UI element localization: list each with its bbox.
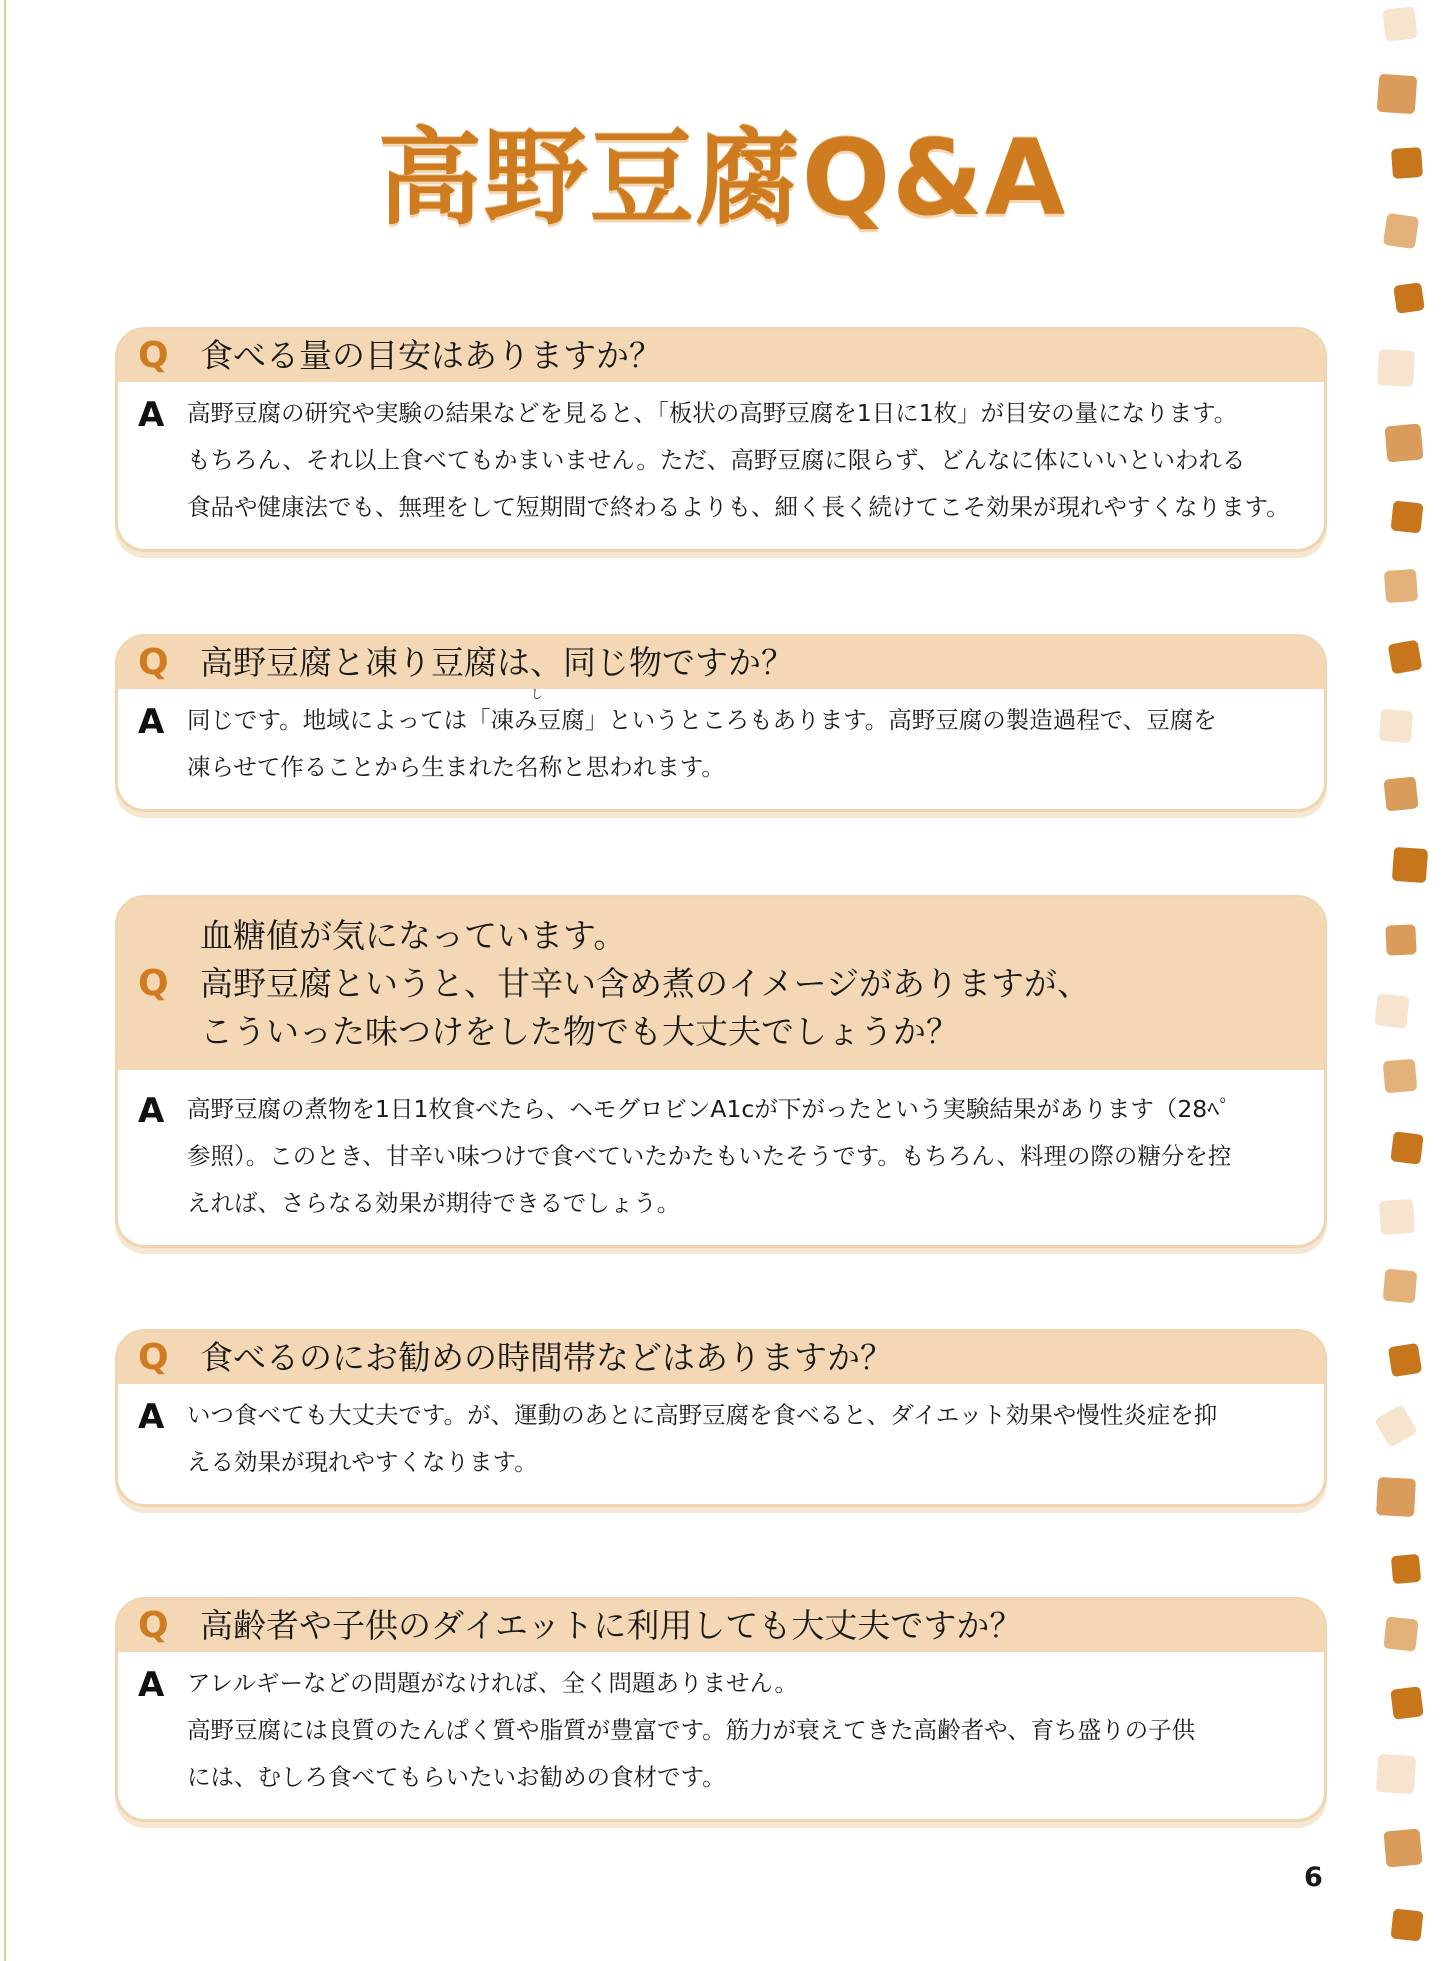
- q-mark-icon: Q: [138, 642, 169, 683]
- decorative-square-icon: [1383, 213, 1419, 249]
- decorative-square-icon: [1388, 1343, 1422, 1377]
- left-margin-rule: [4, 0, 6, 1961]
- question-bar: [118, 898, 1324, 1070]
- decorative-square-icon: [1385, 924, 1417, 956]
- decorative-square-icon: [1384, 423, 1423, 462]
- qa-item-2: [115, 634, 1327, 812]
- decorative-square-icon: [1383, 1828, 1422, 1867]
- answer-line: もちろん、それ以上食べてもかまいません。ただ、高野豆腐に限らず、どんなに体にいいといわれる: [187, 446, 1246, 474]
- decorative-square-icon: [1382, 6, 1417, 41]
- decorative-square-icon: [1391, 501, 1424, 534]
- answer-line: 凍らせて作ることから生まれた名称と思われます。: [187, 753, 725, 781]
- qa-item-1: [115, 327, 1327, 552]
- q-mark-icon: Q: [138, 1337, 169, 1378]
- a-mark-icon: A: [138, 1397, 165, 1437]
- a-mark-icon: A: [138, 395, 165, 435]
- question-text: 高齢者や子供のダイエットに利用しても大丈夫ですか？: [200, 1606, 1023, 1645]
- question-bar: [118, 637, 1324, 689]
- answer-body: [118, 382, 1324, 549]
- answer-body: [118, 689, 1324, 809]
- decorative-square-icon: [1392, 847, 1428, 883]
- answer-body: [118, 1652, 1324, 1819]
- question-text: 血糖値が気になっています。: [200, 916, 627, 955]
- decorative-square-icon: [1374, 993, 1409, 1028]
- qa-item-4: [115, 1329, 1327, 1507]
- decorative-square-icon: [1374, 1404, 1418, 1448]
- question-text: 高野豆腐と凍り豆腐は、同じ物ですか？: [200, 643, 794, 682]
- decorative-square-icon: [1377, 74, 1418, 115]
- decorative-square-icon: [1379, 709, 1414, 744]
- page-number: 6: [1304, 1862, 1323, 1893]
- answer-line: えれば、さらなる効果が期待できるでしょう。: [187, 1189, 681, 1217]
- a-mark-icon: A: [138, 1665, 165, 1705]
- a-mark-icon: A: [138, 1091, 165, 1131]
- question-bar: [118, 1600, 1324, 1652]
- decorative-square-icon: [1393, 282, 1425, 314]
- decorative-square-icon: [1376, 1477, 1416, 1517]
- decorative-square-icon: [1383, 1269, 1418, 1304]
- q-mark-icon: Q: [138, 963, 169, 1004]
- answer-line: 高野豆腐には良質のたんぱく質や脂質が豊富です。筋力が衰えてきた高齢者や、育ち盛りの子供: [187, 1716, 1196, 1744]
- answer-line: 参照）。このとき、甘辛い味つけで食べていたかたもいたそうです。もちろん、料理の際の糖分を控: [187, 1142, 1232, 1170]
- question-bar: [118, 1332, 1324, 1384]
- decorative-square-icon: [1388, 640, 1423, 675]
- question-bar: [118, 330, 1324, 382]
- page-title: 高野豆腐Q&A: [377, 117, 1068, 239]
- answer-body: [118, 1384, 1324, 1504]
- question-text: 食べる量の目安はありますか？: [200, 336, 662, 375]
- question-text: 食べるのにお勧めの時間帯などはありますか？: [200, 1338, 893, 1377]
- answer-line: 高野豆腐の研究や実験の結果などを見ると、「板状の高野豆腐を1日に1枚」が目安の量になります。: [187, 399, 1238, 427]
- decorative-square-icon: [1383, 776, 1418, 811]
- a-mark-icon: A: [138, 702, 165, 742]
- answer-line: いつ食べても大丈夫です。が、運動のあとに高野豆腐を食べると、ダイエット効果や慢性炎症を抑: [187, 1401, 1218, 1429]
- question-text: 高野豆腐というと、甘辛い含め煮のイメージがありますが、: [200, 964, 1091, 1003]
- decorative-square-icon: [1390, 1131, 1423, 1164]
- ruby-annotation: し: [531, 687, 544, 701]
- qa-item-5: [115, 1597, 1327, 1822]
- qa-item-3: [115, 895, 1327, 1248]
- q-mark-icon: Q: [138, 335, 169, 376]
- answer-line: には、むしろ食べてもらいたいお勧めの食材です。: [187, 1763, 726, 1791]
- answer-line: 食品や健康法でも、無理をして短期間で終わるよりも、細く長く続けてこそ効果が現れやすくなります。: [187, 493, 1290, 521]
- decorative-square-icon: [1391, 1909, 1424, 1942]
- decorative-square-icon: [1379, 1199, 1415, 1235]
- q-mark-icon: Q: [138, 1605, 169, 1646]
- answer-body: [118, 1070, 1324, 1245]
- answer-line: アレルギーなどの問題がなければ、全く問題ありません。: [187, 1669, 798, 1697]
- answer-line: 同じです。地域によっては「凍み豆腐」というところもあります。高野豆腐の製造過程で、豆腐を: [187, 706, 1217, 734]
- decorative-square-icon: [1383, 1616, 1418, 1651]
- decorative-square-icon: [1391, 1554, 1421, 1584]
- decorative-square-icon: [1384, 569, 1418, 603]
- answer-line: 高野豆腐の煮物を1日1枚食べたら、ヘモグロビンA1cが下がったという実験結果があります（28ﾍﾟ: [187, 1095, 1231, 1123]
- question-text: こういった味つけをした物でも大丈夫でしょうか？: [200, 1012, 959, 1051]
- answer-line: える効果が現れやすくなります。: [187, 1448, 538, 1476]
- decorative-square-icon: [1377, 349, 1415, 387]
- decorative-square-icon: [1390, 1686, 1423, 1719]
- decorative-square-icon: [1383, 1059, 1418, 1094]
- decorative-square-icon: [1376, 1754, 1417, 1795]
- decorative-square-icon: [1391, 147, 1423, 179]
